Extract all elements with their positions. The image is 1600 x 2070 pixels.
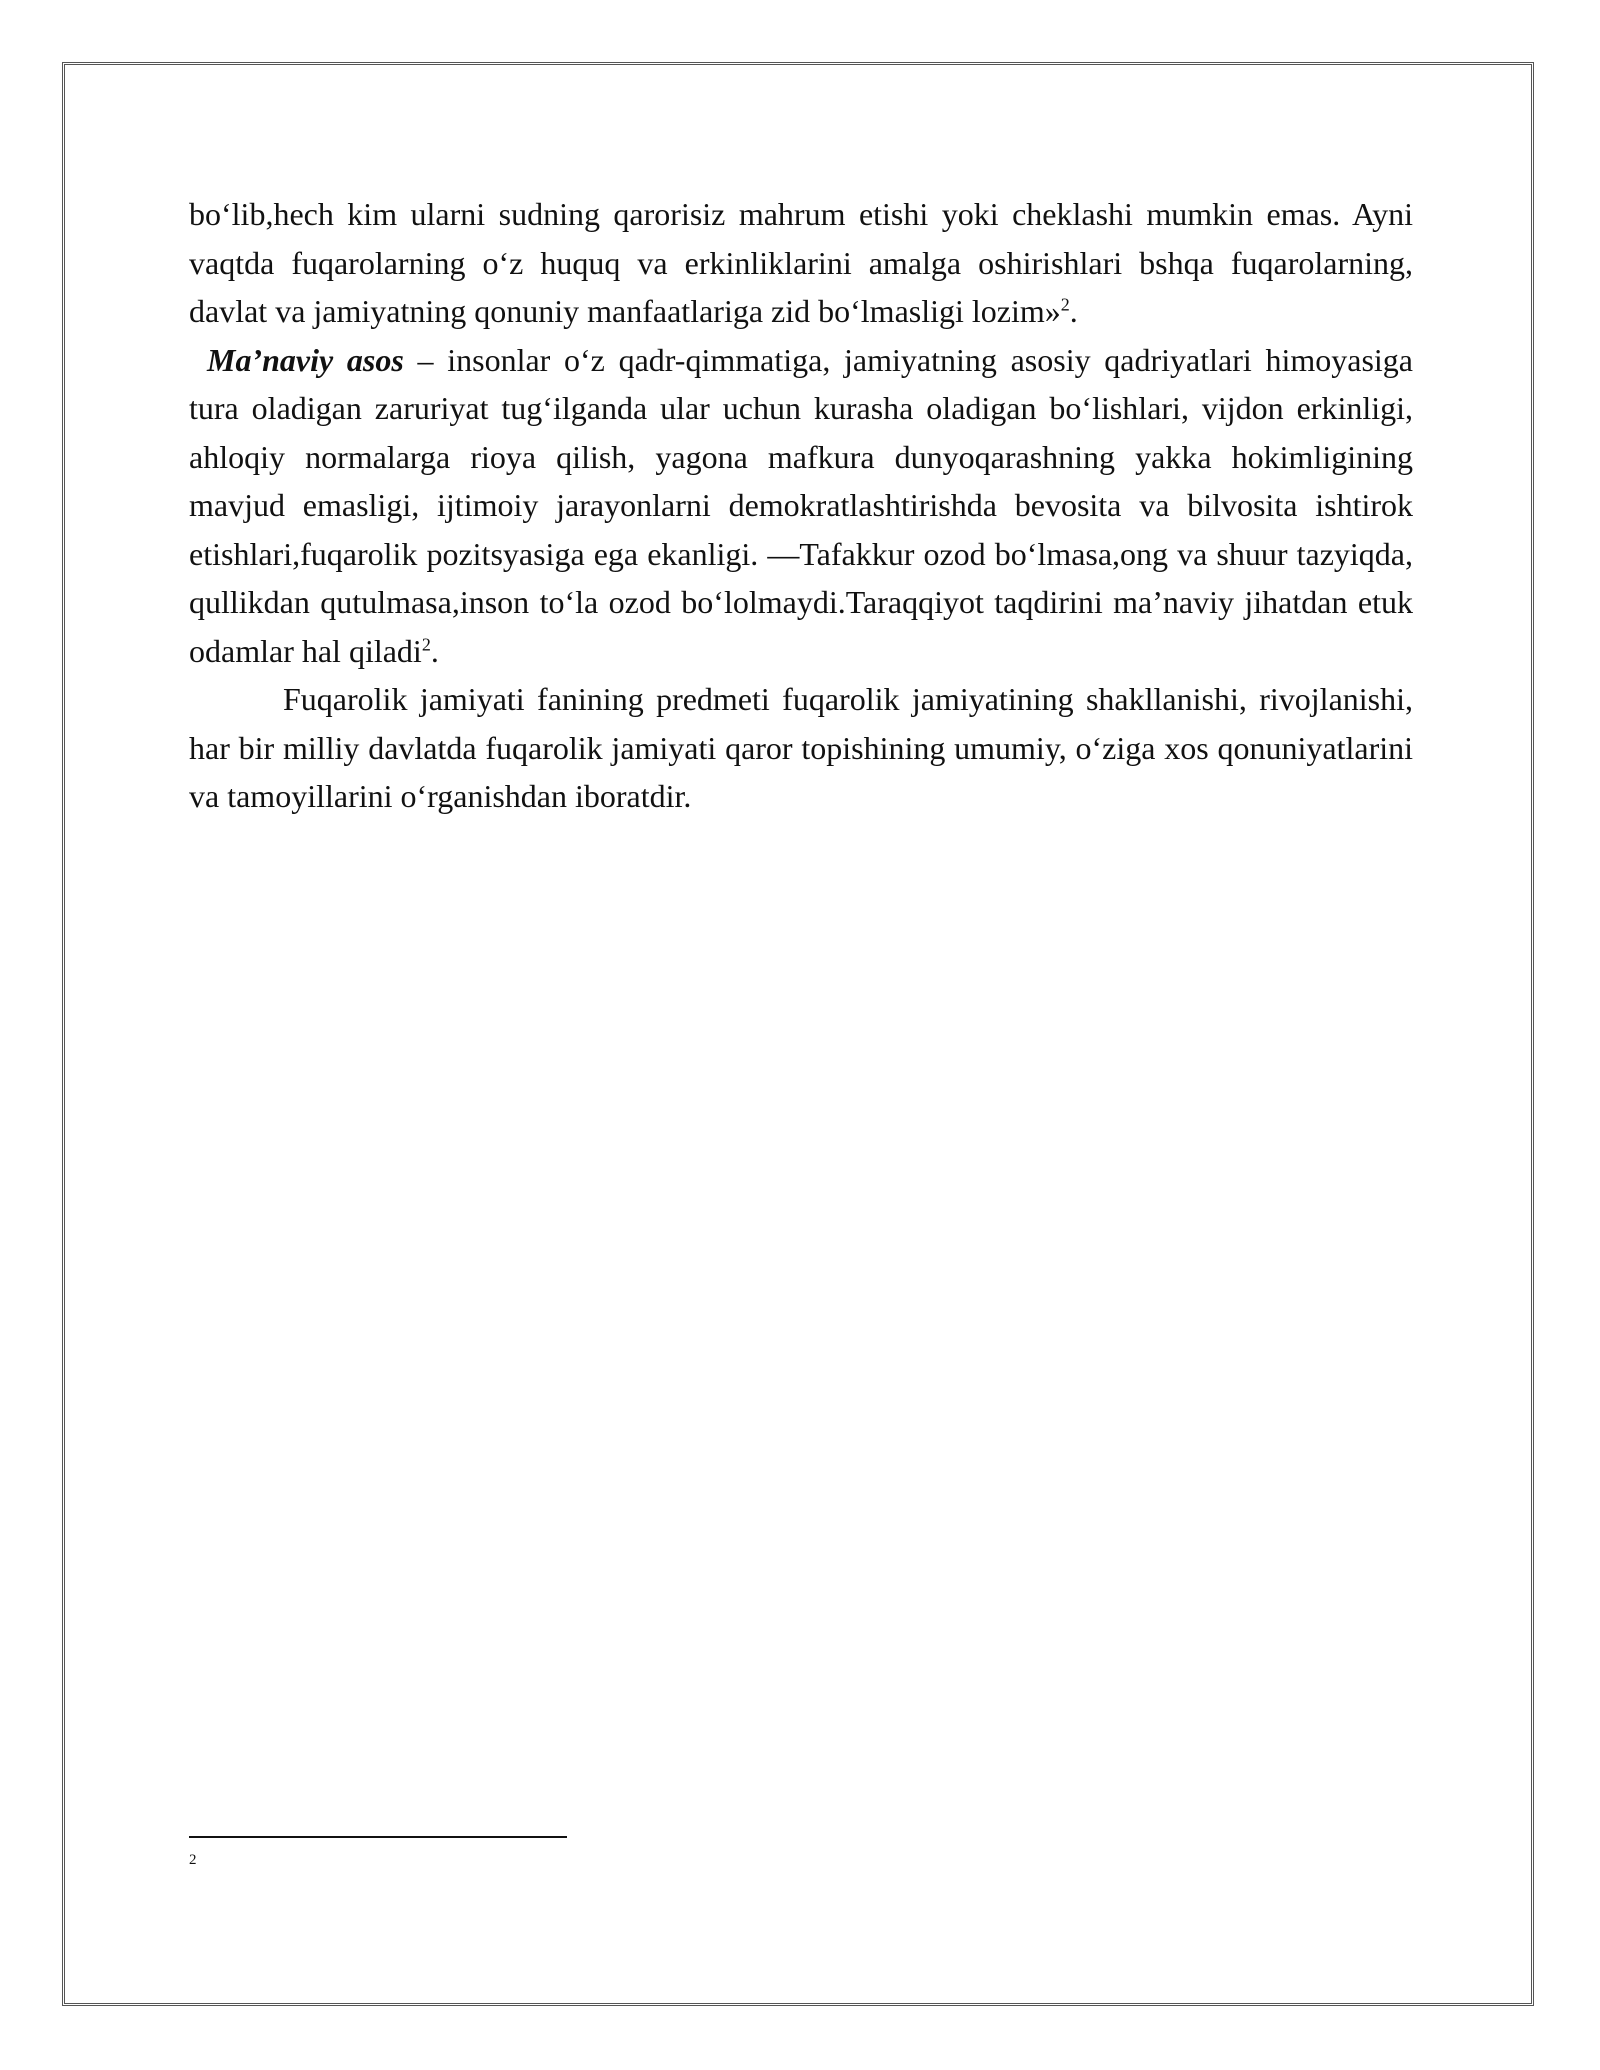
- paragraph-1-end: .: [1069, 293, 1078, 329]
- paragraph-2-text: – insonlar o‘z qadr-qimmatiga, jamiyatning asosiy qadriyatlari himoyasiga tura oladigan zaruriyat tug‘ilganda ular uchun kurasha oladigan bo‘lishlari, vijdon erkinligi, ahloqiy normalarga rioya qilish, yagona mafkura dunyoqarashning yakka hokimligining mavjud emasligi, ijtimoiy jarayonlarni demokratlashtirishda bevosita va bilvosita ishtirok etishlari,fuqarolik pozitsyasiga ega ekanligi. ―Tafakkur ozod bo‘lmasa,ong va shuur tazyiqda, qullikdan qutulmasa,inson to‘la ozod bo‘lolmaydi.Taraqqiyot taqdirini ma’naviy jihatdan etuk odamlar hal qiladi: [189, 341, 1413, 669]
- paragraph-1-text: bo‘lib,hech kim ularni sudning qarorisiz mahrum etishi yoki cheklashi mumkin emas. Ayni vaqtda fuqarolarning o‘z huquq va erkinliklarini amalga oshirishlari bshqa fuqarolarning, davlat va jamiyatning qonuniy manfaatlariga zid bo‘lmasligi lozim»: [189, 196, 1413, 329]
- paragraph-3-text: Fuqarolik jamiyati fanining predmeti fuqarolik jamiyatining shakllanishi, rivojlanishi, har bir milliy davlatda fuqarolik jamiyati qaror topishining umumiy, o‘ziga xos qonuniyatlarini va tamoyillarini o‘rganishdan iboratdir.: [189, 681, 1413, 814]
- paragraph-3: [189, 675, 1413, 821]
- footnote-separator: [189, 1836, 567, 1838]
- paragraph-1: [189, 190, 1413, 336]
- footnote-number: 2: [189, 1852, 197, 1868]
- paragraph-2-end: .: [430, 632, 439, 669]
- term-manaviy-asos: Ma’naviy asos: [207, 341, 404, 378]
- paragraph-2: [189, 336, 1413, 676]
- footnote-ref-2: 2: [421, 633, 431, 654]
- document-body: [189, 190, 1413, 821]
- footnote-ref-1: 2: [1060, 294, 1070, 315]
